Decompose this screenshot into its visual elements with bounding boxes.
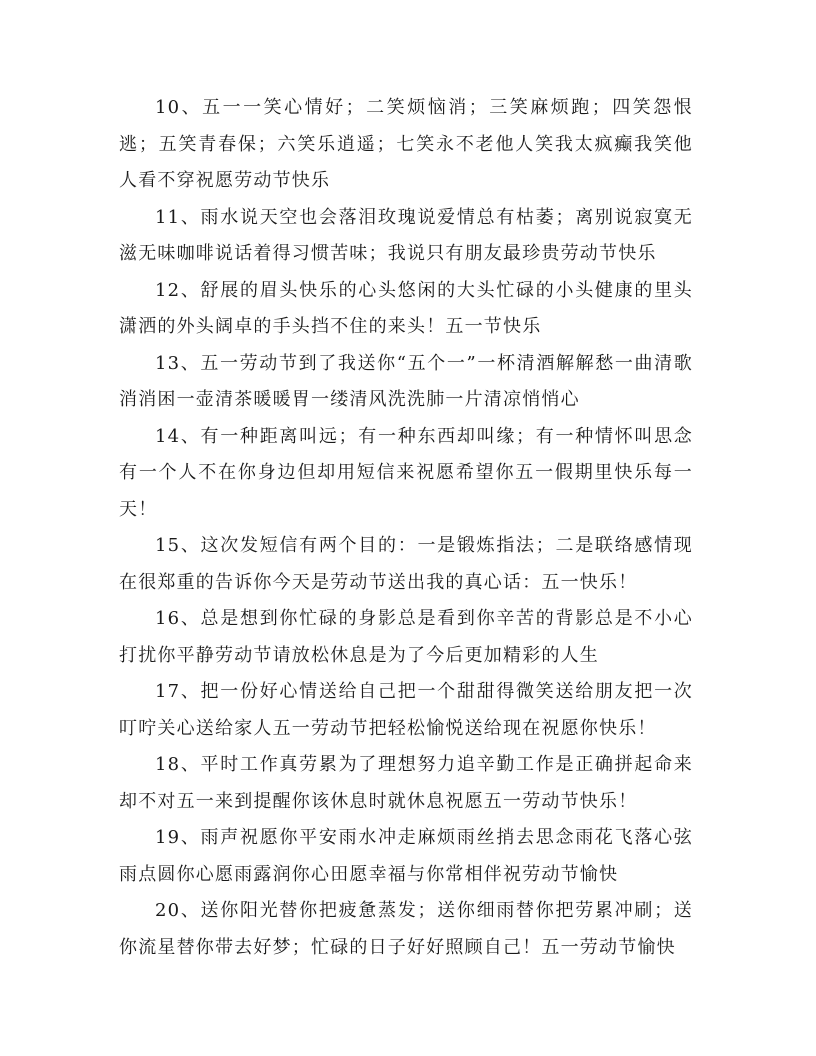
paragraph-19: 19、雨声祝愿你平安雨水冲走麻烦雨丝捎去思念雨花飞落心弦雨点圆你心愿雨露润你心田愿幸福与你常相伴祝劳动节愉快 bbox=[119, 827, 693, 885]
paragraph-16: 16、总是想到你忙碌的身影总是看到你辛苦的背影总是不小心打扰你平静劳动节请放松休息是为了今后更加精彩的人生 bbox=[119, 608, 693, 666]
paragraph-20: 20、送你阳光替你把疲惫蒸发；送你细雨替你把劳累冲刷；送你流星替你带去好梦；忙碌的日子好好照顾自己！五一劳动节愉快 bbox=[119, 900, 693, 958]
paragraph-18: 18、平时工作真劳累为了理想努力追辛勤工作是正确拼起命来却不对五一来到提醒你该休息时就休息祝愿五一劳动节快乐！ bbox=[119, 754, 693, 812]
document-page bbox=[119, 90, 693, 966]
paragraph-11: 11、雨水说天空也会落泪玫瑰说爱情总有枯萎；离别说寂寞无滋无味咖啡说话着得习惯苦味；我说只有朋友最珍贵劳动节快乐 bbox=[119, 206, 693, 264]
paragraph-17: 17、把一份好心情送给自己把一个甜甜得微笑送给朋友把一次叮咛关心送给家人五一劳动节把轻松愉悦送给现在祝愿你快乐！ bbox=[119, 681, 693, 739]
paragraph-10: 10、五一一笑心情好；二笑烦恼消；三笑麻烦跑；四笑怨恨逃；五笑青春保；六笑乐逍遥；七笑永不老他人笑我太疯癫我笑他人看不穿祝愿劳动节快乐 bbox=[119, 97, 693, 191]
paragraph-15: 15、这次发短信有两个目的：一是锻炼指法；二是联络感情现在很郑重的告诉你今天是劳动节送出我的真心话：五一快乐！ bbox=[119, 535, 693, 593]
paragraph-13: 13、五一劳动节到了我送你“五个一”一杯清酒解解愁一曲清歌消消困一壶清茶暖暖胃一缕清风洗洗肺一片清凉悄悄心 bbox=[119, 352, 693, 410]
paragraph-14: 14、有一种距离叫远；有一种东西却叫缘；有一种情怀叫思念有一个人不在你身边但却用短信来祝愿希望你五一假期里快乐每一天！ bbox=[119, 425, 693, 520]
paragraph-12: 12、舒展的眉头快乐的心头悠闲的大头忙碌的小头健康的里头潇洒的外头阔卓的手头挡不住的来头！五一节快乐 bbox=[119, 279, 693, 337]
